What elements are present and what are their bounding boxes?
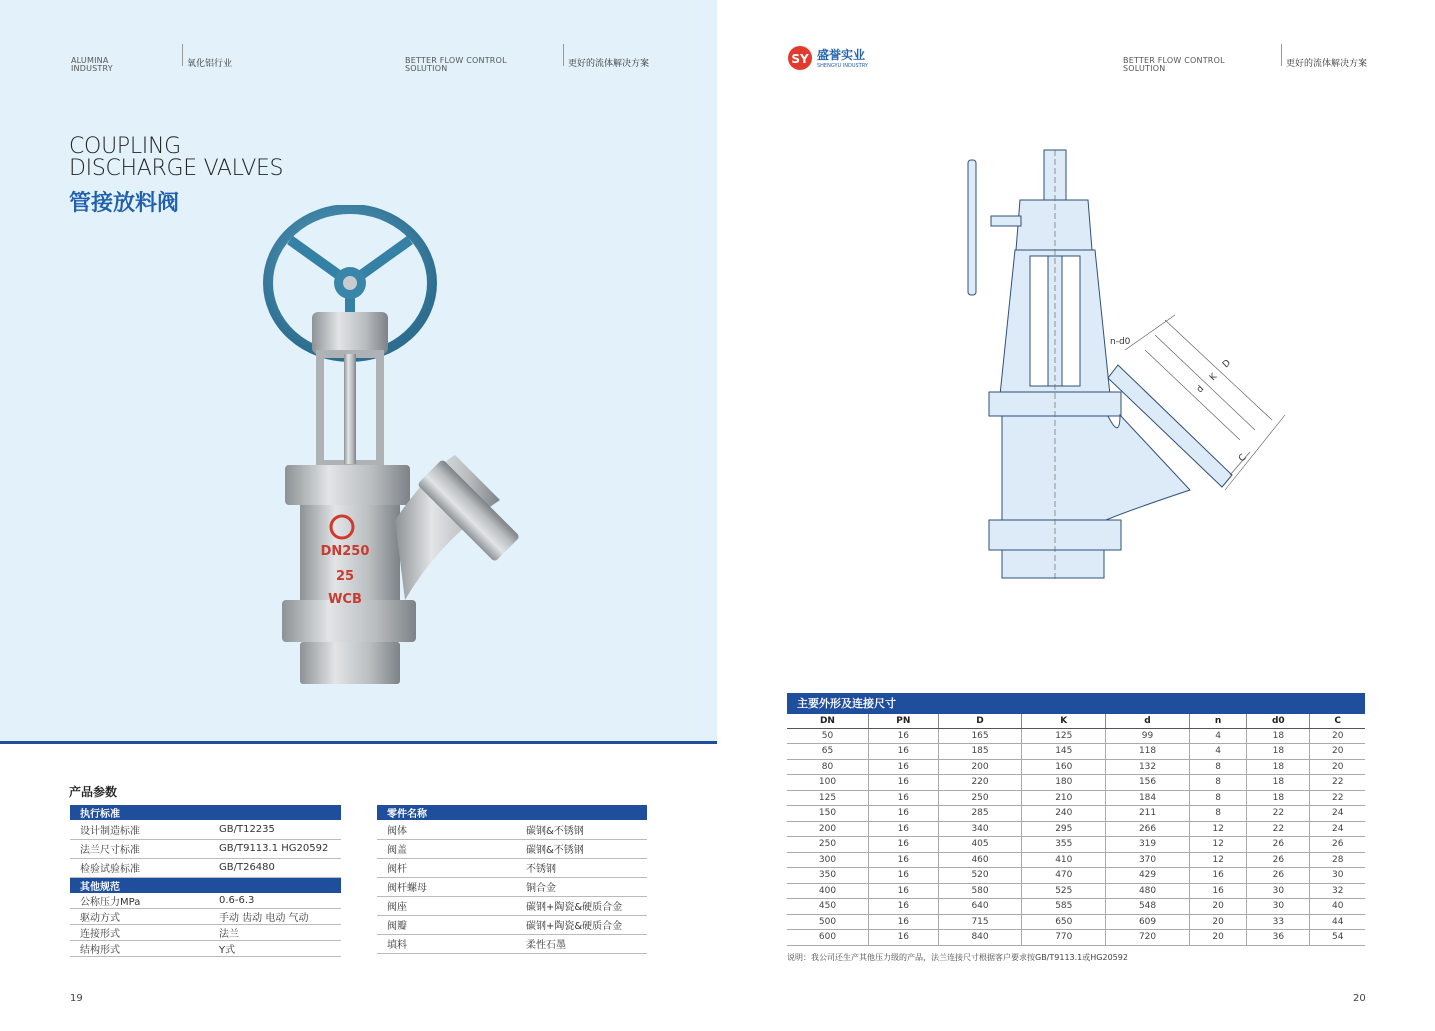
table-cell: 770 [1022, 930, 1106, 946]
table-row [787, 837, 1365, 853]
table-cell: 319 [1106, 837, 1190, 853]
product-title-cn: 管接放料阀 [69, 191, 180, 216]
table-row [377, 896, 647, 915]
gearbox [312, 312, 388, 354]
table-cell: 32 [1310, 883, 1365, 899]
table-cell: 18 [1247, 775, 1310, 791]
table-cell: 18 [1247, 759, 1310, 775]
slogan-cn: 更好的流体解决方案 [568, 59, 650, 69]
table-row [70, 941, 341, 957]
marking-dn: DN250 [320, 544, 370, 559]
marking-pn: 25 [335, 569, 355, 584]
table-cell: 370 [1106, 852, 1190, 868]
stem [344, 354, 356, 464]
table-cell: 266 [1106, 821, 1190, 837]
table-row [787, 728, 1365, 744]
slogan-en-line2: SOLUTION [405, 64, 448, 73]
row-label: 法兰尺寸标准 [70, 839, 209, 858]
other-header: 其他规范 [70, 877, 341, 893]
logo-mark-text: SY [791, 52, 809, 66]
left-page [0, 0, 717, 1031]
industry-en [71, 57, 113, 73]
table-cell: 4 [1189, 744, 1246, 760]
table-cell: 30 [1247, 899, 1310, 915]
dimensions-note: 说明：我公司还生产其他压力级的产品，法兰连接尺寸根据客户要求按GB/T9113.1或HG20592 [787, 953, 1128, 962]
table-cell: 18 [1247, 728, 1310, 744]
table-cell: 470 [1022, 868, 1106, 884]
column-header: n [1189, 714, 1246, 728]
table-cell: 460 [938, 852, 1022, 868]
table-row [787, 930, 1365, 946]
row-value: 碳钢&不锈钢 [516, 839, 647, 858]
table-cell: 16 [868, 868, 938, 884]
product-title-en [69, 136, 283, 180]
table-cell: 20 [1310, 759, 1365, 775]
table-cell: 150 [787, 806, 868, 822]
table-cell: 20 [1310, 744, 1365, 760]
table-cell: 720 [1106, 930, 1190, 946]
params-section-title: 产品参数 [69, 785, 118, 799]
slogan-en [405, 57, 507, 73]
table-cell: 30 [1247, 883, 1310, 899]
table-cell: 12 [1189, 837, 1246, 853]
label-d: d [1195, 384, 1207, 396]
handwheel-shaft [991, 216, 1021, 226]
table-cell: 8 [1189, 775, 1246, 791]
handwheel-side [968, 160, 976, 295]
stem-top [1044, 150, 1066, 200]
table-cell: 16 [868, 930, 938, 946]
table-row [787, 806, 1365, 822]
table-row [377, 839, 647, 858]
table-cell: 8 [1189, 759, 1246, 775]
table-cell: 405 [938, 837, 1022, 853]
table-cell: 24 [1310, 821, 1365, 837]
bottom-pipe [300, 642, 400, 684]
industry-en-line1: ALUMINA [71, 56, 109, 65]
table-cell: 16 [868, 883, 938, 899]
table-cell: 8 [1189, 790, 1246, 806]
table-row [70, 909, 341, 925]
table-cell: 184 [1106, 790, 1190, 806]
valve-photo [255, 205, 540, 690]
table-cell: 16 [868, 790, 938, 806]
row-label: 连接形式 [70, 925, 209, 941]
gearbox [1016, 200, 1092, 250]
table-cell: 16 [868, 852, 938, 868]
table-cell: 125 [787, 790, 868, 806]
column-header: D [938, 714, 1022, 728]
table-cell: 20 [1189, 899, 1246, 915]
row-label: 阀盖 [377, 839, 516, 858]
table-cell: 100 [787, 775, 868, 791]
table-cell: 185 [938, 744, 1022, 760]
column-header: d0 [1247, 714, 1310, 728]
table-row [787, 775, 1365, 791]
right-slogan-en [1123, 57, 1225, 73]
table-cell: 240 [1022, 806, 1106, 822]
table-cell: 18 [1247, 790, 1310, 806]
table-row [787, 914, 1365, 930]
table-cell: 400 [787, 883, 868, 899]
table-cell: 16 [868, 728, 938, 744]
row-value: Y式 [209, 941, 341, 957]
table-cell: 480 [1106, 883, 1190, 899]
table-cell: 26 [1247, 868, 1310, 884]
row-label: 驱动方式 [70, 909, 209, 925]
valve-body [1002, 415, 1190, 520]
table-row [70, 839, 341, 858]
table-cell: 8 [1189, 806, 1246, 822]
standards-table [70, 805, 341, 957]
table-row [787, 744, 1365, 760]
table-header-row [787, 714, 1365, 728]
table-cell: 450 [787, 899, 868, 915]
label-C: C [1237, 452, 1249, 465]
row-value: 不锈钢 [516, 858, 647, 877]
table-cell: 295 [1022, 821, 1106, 837]
logo-en: SHENGYU INDUSTRY [817, 63, 868, 69]
row-label: 阀座 [377, 896, 516, 915]
table-cell: 16 [868, 914, 938, 930]
row-value: GB/T9113.1 HG20592 [209, 839, 341, 858]
table-cell: 26 [1310, 837, 1365, 853]
table-row [70, 820, 341, 839]
table-cell: 16 [868, 837, 938, 853]
hero-panel [0, 0, 717, 744]
row-label: 公称压力MPa [70, 893, 209, 909]
header-divider [563, 44, 564, 66]
parts-table [377, 805, 647, 954]
row-label: 阀杆螺母 [377, 877, 516, 896]
header-divider [1281, 44, 1282, 66]
table-cell: 24 [1310, 806, 1365, 822]
table-cell: 28 [1310, 852, 1365, 868]
table-cell: 132 [1106, 759, 1190, 775]
page-number-left: 19 [70, 993, 83, 1004]
row-label: 阀杆 [377, 858, 516, 877]
dimensions-table-block [787, 693, 1365, 946]
table-cell: 44 [1310, 914, 1365, 930]
row-value: 0.6-6.3 [209, 893, 341, 909]
row-value: 法兰 [209, 925, 341, 941]
table-cell: 33 [1247, 914, 1310, 930]
table-cell: 340 [938, 821, 1022, 837]
row-label: 填料 [377, 934, 516, 953]
logo-cn: 盛誉实业 [817, 48, 866, 62]
table-row [70, 893, 341, 909]
table-cell: 16 [868, 759, 938, 775]
table-cell: 350 [787, 868, 868, 884]
table-cell: 18 [1247, 744, 1310, 760]
slogan-en-line1: BETTER FLOW CONTROL [405, 56, 507, 65]
page-number-right: 20 [1353, 993, 1366, 1004]
row-value: 铜合金 [516, 877, 647, 896]
table-cell: 285 [938, 806, 1022, 822]
table-cell: 16 [868, 806, 938, 822]
slogan-en-line1: BETTER FLOW CONTROL [1123, 56, 1225, 65]
table-cell: 20 [1310, 728, 1365, 744]
row-value: 柔性石墨 [516, 934, 647, 953]
dim-leader [1225, 415, 1285, 490]
title-en-line1: COUPLING [69, 134, 181, 159]
table-cell: 600 [787, 930, 868, 946]
table-cell: 30 [1310, 868, 1365, 884]
table-row [787, 883, 1365, 899]
table-row [377, 915, 647, 934]
row-label: 设计制造标准 [70, 820, 209, 839]
dimensions-table [787, 714, 1365, 946]
table-cell: 16 [1189, 883, 1246, 899]
table-cell: 525 [1022, 883, 1106, 899]
row-label: 阀瓣 [377, 915, 516, 934]
table-cell: 200 [787, 821, 868, 837]
table-cell: 585 [1022, 899, 1106, 915]
table-cell: 16 [868, 821, 938, 837]
table-cell: 250 [938, 790, 1022, 806]
parts-header: 零件名称 [377, 805, 647, 820]
header-divider [182, 44, 183, 66]
table-cell: 410 [1022, 852, 1106, 868]
table-cell: 548 [1106, 899, 1190, 915]
dim-leader [1125, 315, 1175, 350]
table-row [70, 925, 341, 941]
table-row [377, 877, 647, 896]
row-label: 结构形式 [70, 941, 209, 957]
bottom-pipe [1002, 550, 1104, 578]
row-value: 碳钢+陶瓷&硬质合金 [516, 896, 647, 915]
table-cell: 200 [938, 759, 1022, 775]
table-cell: 650 [1022, 914, 1106, 930]
table-cell: 180 [1022, 775, 1106, 791]
dimensions-body [787, 728, 1365, 945]
table-cell: 300 [787, 852, 868, 868]
row-value: 手动 齿动 电动 气动 [209, 909, 341, 925]
label-nd0: n-d0 [1110, 337, 1131, 347]
table-cell: 210 [1022, 790, 1106, 806]
right-slogan-cn: 更好的流体解决方案 [1286, 59, 1368, 69]
technical-drawing [960, 145, 1290, 585]
table-cell: 211 [1106, 806, 1190, 822]
column-header: C [1310, 714, 1365, 728]
table-cell: 220 [938, 775, 1022, 791]
table-cell: 22 [1247, 806, 1310, 822]
table-cell: 156 [1106, 775, 1190, 791]
table-cell: 640 [938, 899, 1022, 915]
label-D: D [1221, 358, 1234, 371]
row-label: 检验试验标准 [70, 858, 209, 877]
table-row [70, 858, 341, 877]
company-logo [787, 44, 887, 72]
table-cell: 840 [938, 930, 1022, 946]
table-row [787, 899, 1365, 915]
bonnet-flange [285, 465, 410, 505]
industry-cn: 氧化铝行业 [187, 59, 233, 69]
row-value: 碳钢&不锈钢 [516, 820, 647, 839]
table-cell: 12 [1189, 821, 1246, 837]
table-cell: 99 [1106, 728, 1190, 744]
table-cell: 54 [1310, 930, 1365, 946]
table-cell: 715 [938, 914, 1022, 930]
table-cell: 50 [787, 728, 868, 744]
table-row [787, 868, 1365, 884]
table-cell: 26 [1247, 837, 1310, 853]
table-row [787, 759, 1365, 775]
label-K: K [1208, 371, 1220, 384]
row-label: 阀体 [377, 820, 516, 839]
table-cell: 16 [1189, 868, 1246, 884]
table-cell: 65 [787, 744, 868, 760]
table-row [787, 821, 1365, 837]
table-cell: 80 [787, 759, 868, 775]
table-cell: 22 [1310, 775, 1365, 791]
table-cell: 22 [1310, 790, 1365, 806]
table-row [787, 852, 1365, 868]
row-value: GB/T12235 [209, 820, 341, 839]
table-cell: 520 [938, 868, 1022, 884]
slogan-en-line2: SOLUTION [1123, 64, 1166, 73]
table-cell: 26 [1247, 852, 1310, 868]
column-header: PN [868, 714, 938, 728]
table-cell: 609 [1106, 914, 1190, 930]
table-cell: 500 [787, 914, 868, 930]
table-row [377, 820, 647, 839]
table-row [377, 934, 647, 953]
standards-header: 执行标准 [70, 805, 341, 820]
table-cell: 20 [1189, 930, 1246, 946]
table-cell: 16 [868, 899, 938, 915]
table-cell: 36 [1247, 930, 1310, 946]
table-cell: 16 [868, 744, 938, 760]
table-cell: 165 [938, 728, 1022, 744]
table-cell: 160 [1022, 759, 1106, 775]
column-header: K [1022, 714, 1106, 728]
table-cell: 16 [868, 775, 938, 791]
table-cell: 250 [787, 837, 868, 853]
table-cell: 580 [938, 883, 1022, 899]
column-header: DN [787, 714, 868, 728]
dim-line-D [1165, 320, 1272, 420]
table-cell: 145 [1022, 744, 1106, 760]
table-cell: 20 [1189, 914, 1246, 930]
table-cell: 4 [1189, 728, 1246, 744]
title-en-line2: DISCHARGE VALVES [69, 156, 284, 181]
table-cell: 118 [1106, 744, 1190, 760]
dimensions-title: 主要外形及连接尺寸 [787, 693, 1365, 714]
table-row [787, 790, 1365, 806]
row-value: GB/T26480 [209, 858, 341, 877]
marking-material: WCB [328, 592, 362, 607]
table-cell: 429 [1106, 868, 1190, 884]
table-cell: 40 [1310, 899, 1365, 915]
table-cell: 125 [1022, 728, 1106, 744]
row-value: 碳钢+陶瓷&硬质合金 [516, 915, 647, 934]
table-cell: 355 [1022, 837, 1106, 853]
table-row [377, 858, 647, 877]
column-header: d [1106, 714, 1190, 728]
table-cell: 22 [1247, 821, 1310, 837]
table-cell: 12 [1189, 852, 1246, 868]
industry-en-line2: INDUSTRY [71, 64, 113, 73]
